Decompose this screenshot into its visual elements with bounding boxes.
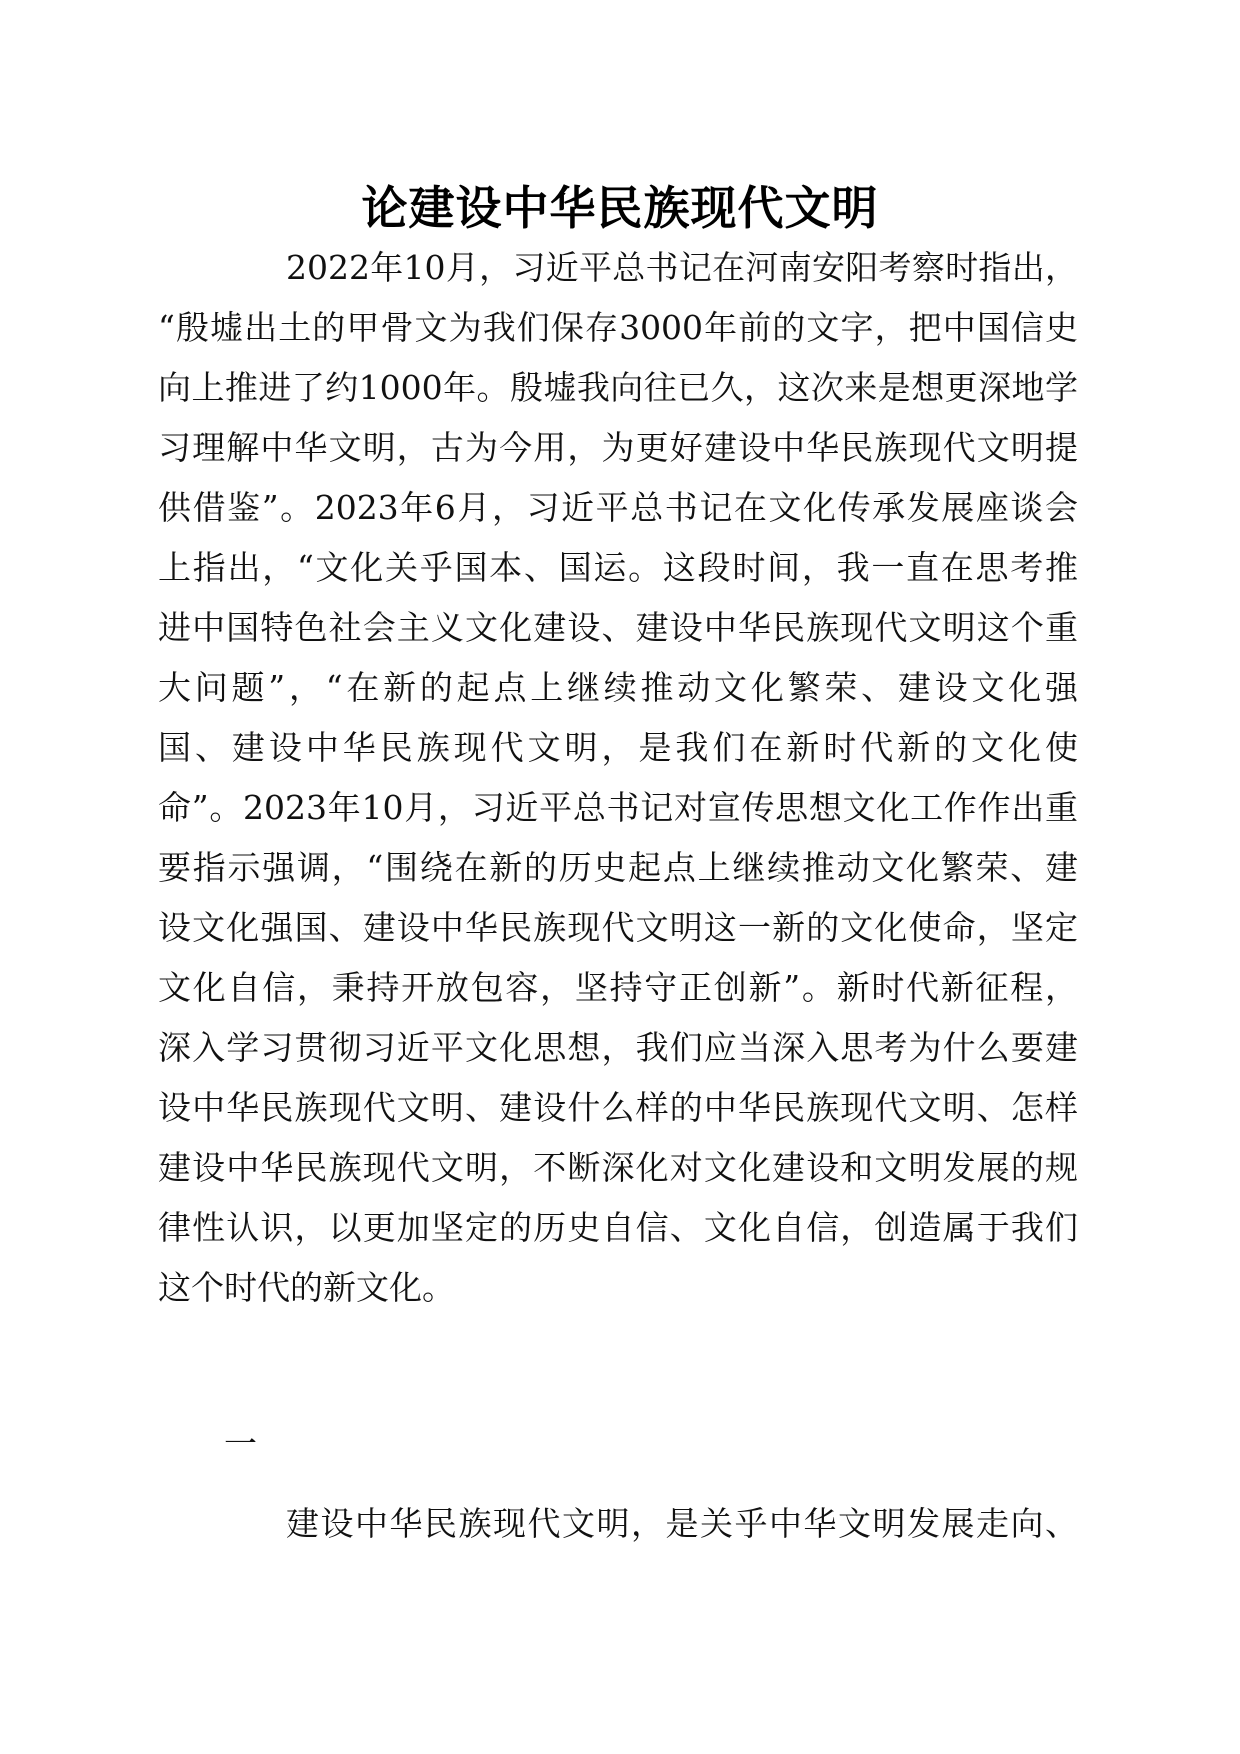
paragraph-line: 命”。2023年10月，习近平总书记对宣传思想文化工作作出重 — [158, 788, 1078, 827]
section-number: 一 — [224, 1424, 257, 1463]
paragraph-line: 进中国特色社会主义文化建设、建设中华民族现代文明这个重 — [158, 608, 1078, 647]
document-title: 论建设中华民族现代文明 — [361, 181, 879, 235]
paragraph-line: 深入学习贯彻习近平文化思想，我们应当深入思考为什么要建 — [158, 1028, 1078, 1067]
paragraph-line: 习理解中华文明，古为今用，为更好建设中华民族现代文明提 — [158, 428, 1078, 467]
paragraph-line: 向上推进了约1000年。殷墟我向往已久，这次来是想更深地学 — [158, 368, 1078, 407]
paragraph-line: 国、建设中华民族现代文明，是我们在新时代新的文化使 — [158, 728, 1078, 767]
paragraph-line: 供借鉴”。2023年6月，习近平总书记在文化传承发展座谈会 — [158, 488, 1078, 527]
paragraph-line: 设中华民族现代文明、建设什么样的中华民族现代文明、怎样 — [158, 1088, 1078, 1127]
paragraph-line: 建设中华民族现代文明，是关乎中华文明发展走向、 — [286, 1504, 1078, 1543]
paragraph-line: 上指出，“文化关乎国本、国运。这段时间，我一直在思考推 — [158, 548, 1078, 587]
paragraph-line: 2022年10月，习近平总书记在河南安阳考察时指出， — [286, 248, 1078, 287]
paragraph-line: “殷墟出土的甲骨文为我们保存3000年前的文字，把中国信史 — [158, 308, 1078, 347]
paragraph-line: 这个时代的新文化。 — [158, 1268, 455, 1307]
paragraph-line: 文化自信，秉持开放包容，坚持守正创新”。新时代新征程， — [158, 968, 1078, 1007]
paragraph-line: 律性认识，以更加坚定的历史自信、文化自信，创造属于我们 — [158, 1208, 1078, 1247]
paragraph-line: 要指示强调，“围绕在新的历史起点上继续推动文化繁荣、建 — [158, 848, 1078, 887]
paragraph-line: 大问题”，“在新的起点上继续推动文化繁荣、建设文化强 — [158, 668, 1078, 707]
paragraph-line: 设文化强国、建设中华民族现代文明这一新的文化使命，坚定 — [158, 908, 1078, 947]
paragraph-line: 建设中华民族现代文明，不断深化对文化建设和文明发展的规 — [158, 1148, 1078, 1187]
